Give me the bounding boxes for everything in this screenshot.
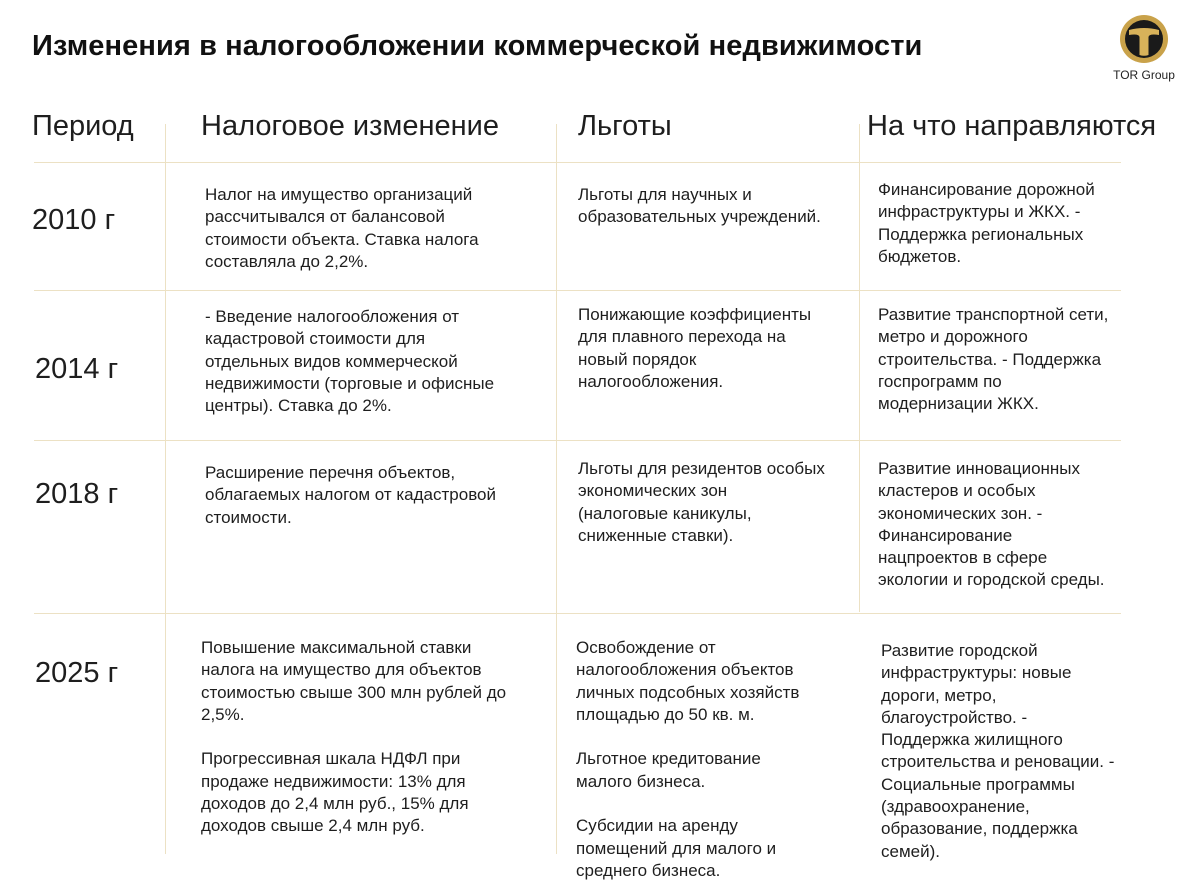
row-benefits: Понижающие коэффициенты для плавного перехода на новый порядок налогообложения.	[578, 305, 812, 391]
row-tax-change: Налог на имущество организаций рассчитывался от балансовой стоимости объекта. Ставка налога составляла до 2,2%.	[205, 185, 479, 271]
row-year: 2018 г	[35, 478, 119, 510]
logo	[1106, 14, 1182, 82]
header-benefits: Льготы	[578, 110, 672, 142]
row-benefits: Освобождение от налогообложения объектов личных подсобных хозяйств площадью до 50 кв. м. Льготное кредитование малого бизнеса. Субсидии на аренду помещений для малого и среднего бизнеса.	[576, 638, 800, 880]
row-year: 2010 г	[32, 204, 116, 236]
row-tax-change: Расширение перечня объектов, облагаемых налогом от кадастровой стоимости.	[205, 463, 496, 527]
row-tax-change: Повышение максимальной ставки налога на имущество для объектов стоимостью свыше 300 млн рублей до 2,5%. Прогрессивная шкала НДФЛ при продаже недвижимости: 13% для доходов до 2,4 млн руб., 15% для доходов свыше 2,4 млн руб.	[201, 638, 507, 836]
row-divider	[34, 162, 1121, 163]
page-title: Изменения в налогообложении коммерческой недвижимости	[32, 30, 923, 62]
header-directed-to: На что направляются	[867, 110, 1157, 142]
header-period: Период	[32, 110, 134, 142]
tor-group-logo-icon	[1119, 14, 1169, 64]
row-divider	[34, 290, 1121, 291]
row-tax-change: - Введение налогообложения от кадастровой стоимости для отдельных видов коммерческой недвижимости (торговые и офисные центры). Ставка до 2%.	[205, 307, 495, 416]
row-directed-to: Развитие инновационных кластеров и особых экономических зон. - Финансирование нацпроектов в сфере экологии и городской среды.	[878, 459, 1105, 590]
row-year: 2014 г	[35, 353, 119, 385]
row-benefits: Льготы для резидентов особых экономических зон (налоговые каникулы, сниженные ставки).	[578, 459, 825, 545]
row-directed-to: Развитие городской инфраструктуры: новые дороги, метро, благоустройство. - Поддержка жилищного строительства и реновации. - Социальные программы (здравоохранение, образование, поддержка семей).	[881, 641, 1115, 861]
header-tax-change: Налоговое изменение	[201, 110, 499, 142]
column-divider	[165, 124, 166, 854]
row-benefits: Льготы для научных и образовательных учреждений.	[578, 185, 821, 227]
row-divider	[34, 440, 1121, 441]
row-divider	[34, 613, 1121, 614]
column-divider	[556, 124, 557, 854]
row-directed-to: Финансирование дорожной инфраструктуры и ЖКХ. - Поддержка региональных бюджетов.	[878, 180, 1095, 266]
logo-text: TOR Group	[1113, 68, 1175, 82]
row-year: 2025 г	[35, 657, 119, 689]
row-directed-to: Развитие транспортной сети, метро и дорожного строительства. - Поддержка госпрограмм по модернизации ЖКХ.	[878, 305, 1109, 414]
column-divider	[859, 124, 860, 612]
